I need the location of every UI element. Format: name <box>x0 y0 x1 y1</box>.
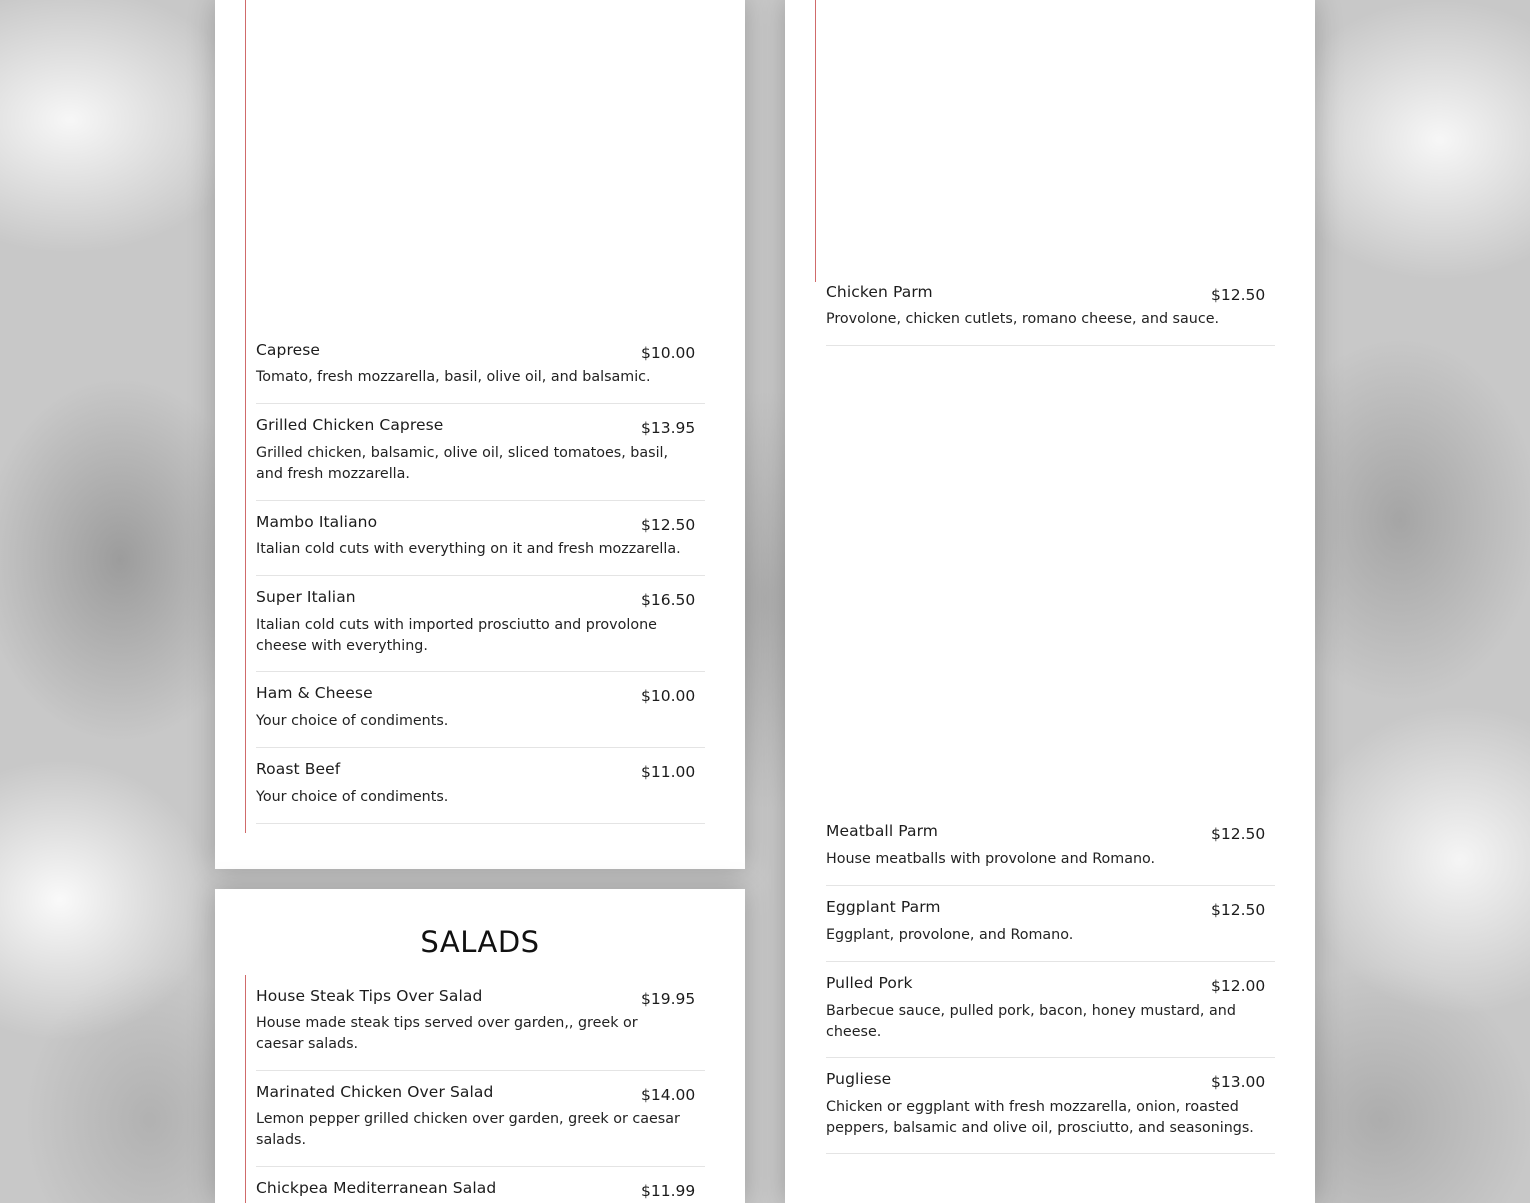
item-name: Mambo Italiano <box>256 513 378 531</box>
item-price: $16.50 <box>641 591 696 609</box>
item-price: $12.50 <box>1211 286 1266 304</box>
item-name: Chicken Parm <box>826 283 933 301</box>
item-name: Caprese <box>256 341 321 359</box>
item-price: $10.00 <box>641 687 696 705</box>
item-description: House made steak tips served over garden,, greek or caesar salads. <box>256 1015 638 1052</box>
menu-item-house-steak-tips <box>256 987 705 1071</box>
menu-item-chickpea-mediterranean <box>256 1179 705 1203</box>
item-description: Provolone, chicken cutlets, romano cheese, and sauce. <box>826 311 1220 327</box>
item-price: $14.00 <box>641 1086 696 1104</box>
menu-item-grilled-chicken-caprese <box>256 416 705 501</box>
menu-card-right <box>785 0 1315 1203</box>
item-name: Marinated Chicken Over Salad <box>256 1083 494 1101</box>
menu-item-marinated-chicken <box>256 1083 705 1167</box>
item-description: Your choice of condiments. <box>256 789 449 805</box>
menu-item-meatball-parm <box>826 822 1275 886</box>
menu-item-caprese <box>256 341 705 404</box>
item-description: Eggplant, provolone, and Romano. <box>826 927 1074 943</box>
item-description: Lemon pepper grilled chicken over garden, greek or caesar salads. <box>256 1111 680 1148</box>
item-name: Chickpea Mediterranean Salad <box>256 1179 497 1197</box>
accent-rule <box>815 0 816 282</box>
item-price: $12.50 <box>1211 825 1266 843</box>
menu-item-super-italian <box>256 588 705 672</box>
item-name: Pulled Pork <box>826 974 913 992</box>
item-price: $19.95 <box>641 990 696 1008</box>
item-price: $13.00 <box>1211 1073 1266 1091</box>
item-price: $11.99 <box>641 1182 696 1200</box>
item-name: Eggplant Parm <box>826 898 941 916</box>
menu-item-pugliese <box>826 1070 1275 1154</box>
item-description: House meatballs with provolone and Romano. <box>826 851 1156 867</box>
item-name: House Steak Tips Over Salad <box>256 987 483 1005</box>
item-price: $12.50 <box>1211 901 1266 919</box>
menu-item-pulled-pork <box>826 974 1275 1058</box>
item-description: Italian cold cuts with everything on it and fresh mozzarella. <box>256 541 681 557</box>
item-description: Your choice of condiments. <box>256 713 449 729</box>
item-description: Italian cold cuts with imported prosciutto and provolone cheese with everything. <box>256 617 657 654</box>
menu-item-chicken-parm <box>826 283 1275 346</box>
item-price: $12.00 <box>1211 977 1266 995</box>
menu-item-mambo-italiano <box>256 513 705 576</box>
item-name: Roast Beef <box>256 760 341 778</box>
item-price: $10.00 <box>641 344 696 362</box>
menu-card-left-top <box>215 0 745 869</box>
item-description: Tomato, fresh mozzarella, basil, olive oil, and balsamic. <box>256 369 651 385</box>
section-title: SALADS <box>420 925 540 959</box>
menu-item-list <box>826 0 1275 1203</box>
item-price: $13.95 <box>641 419 696 437</box>
accent-rule <box>245 975 246 1203</box>
item-name: Pugliese <box>826 1070 892 1088</box>
menu-item-list <box>256 889 705 1203</box>
item-price: $12.50 <box>641 516 696 534</box>
item-description: Barbecue sauce, pulled pork, bacon, honey mustard, and cheese. <box>826 1003 1236 1040</box>
item-name: Grilled Chicken Caprese <box>256 416 444 434</box>
menu-card-salads <box>215 889 745 1203</box>
menu-item-roast-beef <box>256 760 705 824</box>
menu-item-eggplant-parm <box>826 898 1275 962</box>
item-name: Ham & Cheese <box>256 684 373 702</box>
menu-item-list <box>256 0 705 869</box>
item-price: $11.00 <box>641 763 696 781</box>
item-name: Super Italian <box>256 588 356 606</box>
item-description: Grilled chicken, balsamic, olive oil, sliced tomatoes, basil, and fresh mozzarella. <box>256 445 669 482</box>
menu-item-ham-cheese <box>256 684 705 748</box>
accent-rule <box>245 0 246 833</box>
item-name: Meatball Parm <box>826 822 939 840</box>
item-description: Chicken or eggplant with fresh mozzarella, onion, roasted peppers, balsamic and olive oil, prosciutto, and seasonings. <box>826 1099 1254 1136</box>
